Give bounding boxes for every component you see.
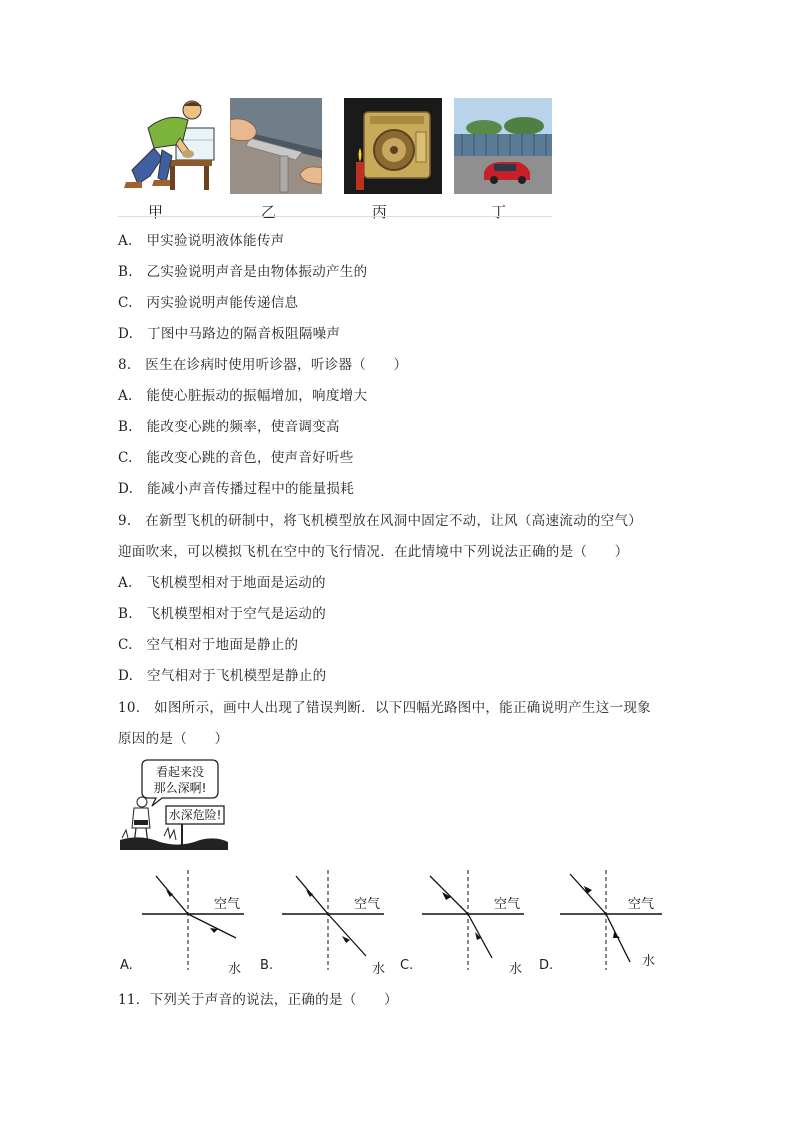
q10-cartoon: [120, 758, 228, 850]
q10-option-letter-c: C.: [400, 958, 414, 973]
q7-option-b: B. 乙实验说明声音是由物体振动产生的: [118, 264, 368, 280]
q10-diagram-d: [556, 866, 696, 976]
q10-option-letter-b: B.: [260, 958, 274, 973]
q10-option-letter-a: A.: [120, 958, 133, 973]
figure-ding-illustration: [454, 98, 552, 194]
q9-option-a: A. 飞机模型相对于地面是运动的: [118, 575, 326, 591]
diagram-b-water-label: 水: [372, 962, 386, 977]
q8-stem: 8. 医生在诊病时使用听诊器，听诊器（ ）: [118, 357, 408, 373]
q8-option-c: C. 能改变心跳的音色，使声音好听些: [118, 450, 354, 466]
diagram-a-water-label: 水: [228, 962, 242, 977]
q11-stem: 11．下列关于声音的说法，正确的是（ ）: [118, 992, 398, 1008]
q9-stem-line1: 9. 在新型飞机的研制中，将飞机模型放在风洞中固定不动，让风（高速流动的空气）: [118, 513, 643, 529]
diagram-d-air-label: 空气: [628, 897, 655, 912]
cartoon-bubble-line2: 那么深啊!: [153, 781, 207, 795]
q9-option-c: C. 空气相对于地面是静止的: [118, 637, 299, 653]
q7-option-a: A. 甲实验说明液体能传声: [118, 233, 285, 249]
diagram-c-air-label: 空气: [494, 897, 521, 912]
figure-caption-yi: 乙: [261, 203, 277, 221]
q10-diagram-a: [138, 866, 278, 976]
figure-jia-illustration: [118, 98, 216, 194]
cartoon-sign-text: 水深危险!: [168, 808, 222, 822]
diagram-b-air-label: 空气: [354, 897, 381, 912]
figure-yi-illustration: [230, 98, 322, 194]
q10-diagram-b: [278, 866, 418, 976]
figure-caption-bing: 丙: [372, 203, 388, 221]
q8-option-d: D. 能减小声音传播过程中的能量损耗: [118, 481, 355, 497]
figure-caption-jia: 甲: [148, 203, 164, 221]
caption-divider: [118, 216, 552, 217]
q10-option-letter-d: D.: [539, 958, 554, 973]
q10-stem-line2: 原因的是（ ）: [118, 731, 229, 747]
figure-bing-illustration: [344, 98, 442, 194]
q9-option-b: B. 飞机模型相对于空气是运动的: [118, 606, 327, 622]
q8-option-b: B. 能改变心跳的频率，使音调变高: [118, 419, 340, 435]
figure-caption-ding: 丁: [491, 203, 507, 221]
q10-diagram-c: [418, 866, 558, 976]
q9-option-d: D. 空气相对于飞机模型是静止的: [118, 668, 327, 684]
q7-option-c: C. 丙实验说明声能传递信息: [118, 295, 299, 311]
q8-option-a: A. 能使心脏振动的振幅增加，响度增大: [118, 388, 368, 404]
cartoon-bubble-line1: 看起来没: [155, 765, 205, 779]
diagram-c-water-label: 水: [509, 962, 523, 977]
q10-stem-line1: 10. 如图所示，画中人出现了错误判断．以下四幅光路图中，能正确说明产生这一现象: [118, 700, 651, 716]
diagram-a-air-label: 空气: [214, 897, 241, 912]
q7-option-d: D. 丁图中马路边的隔音板阻隔噪声: [118, 326, 341, 342]
q9-stem-line2: 迎面吹来，可以模拟飞机在空中的飞行情况．在此情境中下列说法正确的是（ ）: [118, 544, 629, 560]
diagram-d-water-label: 水: [642, 954, 656, 969]
